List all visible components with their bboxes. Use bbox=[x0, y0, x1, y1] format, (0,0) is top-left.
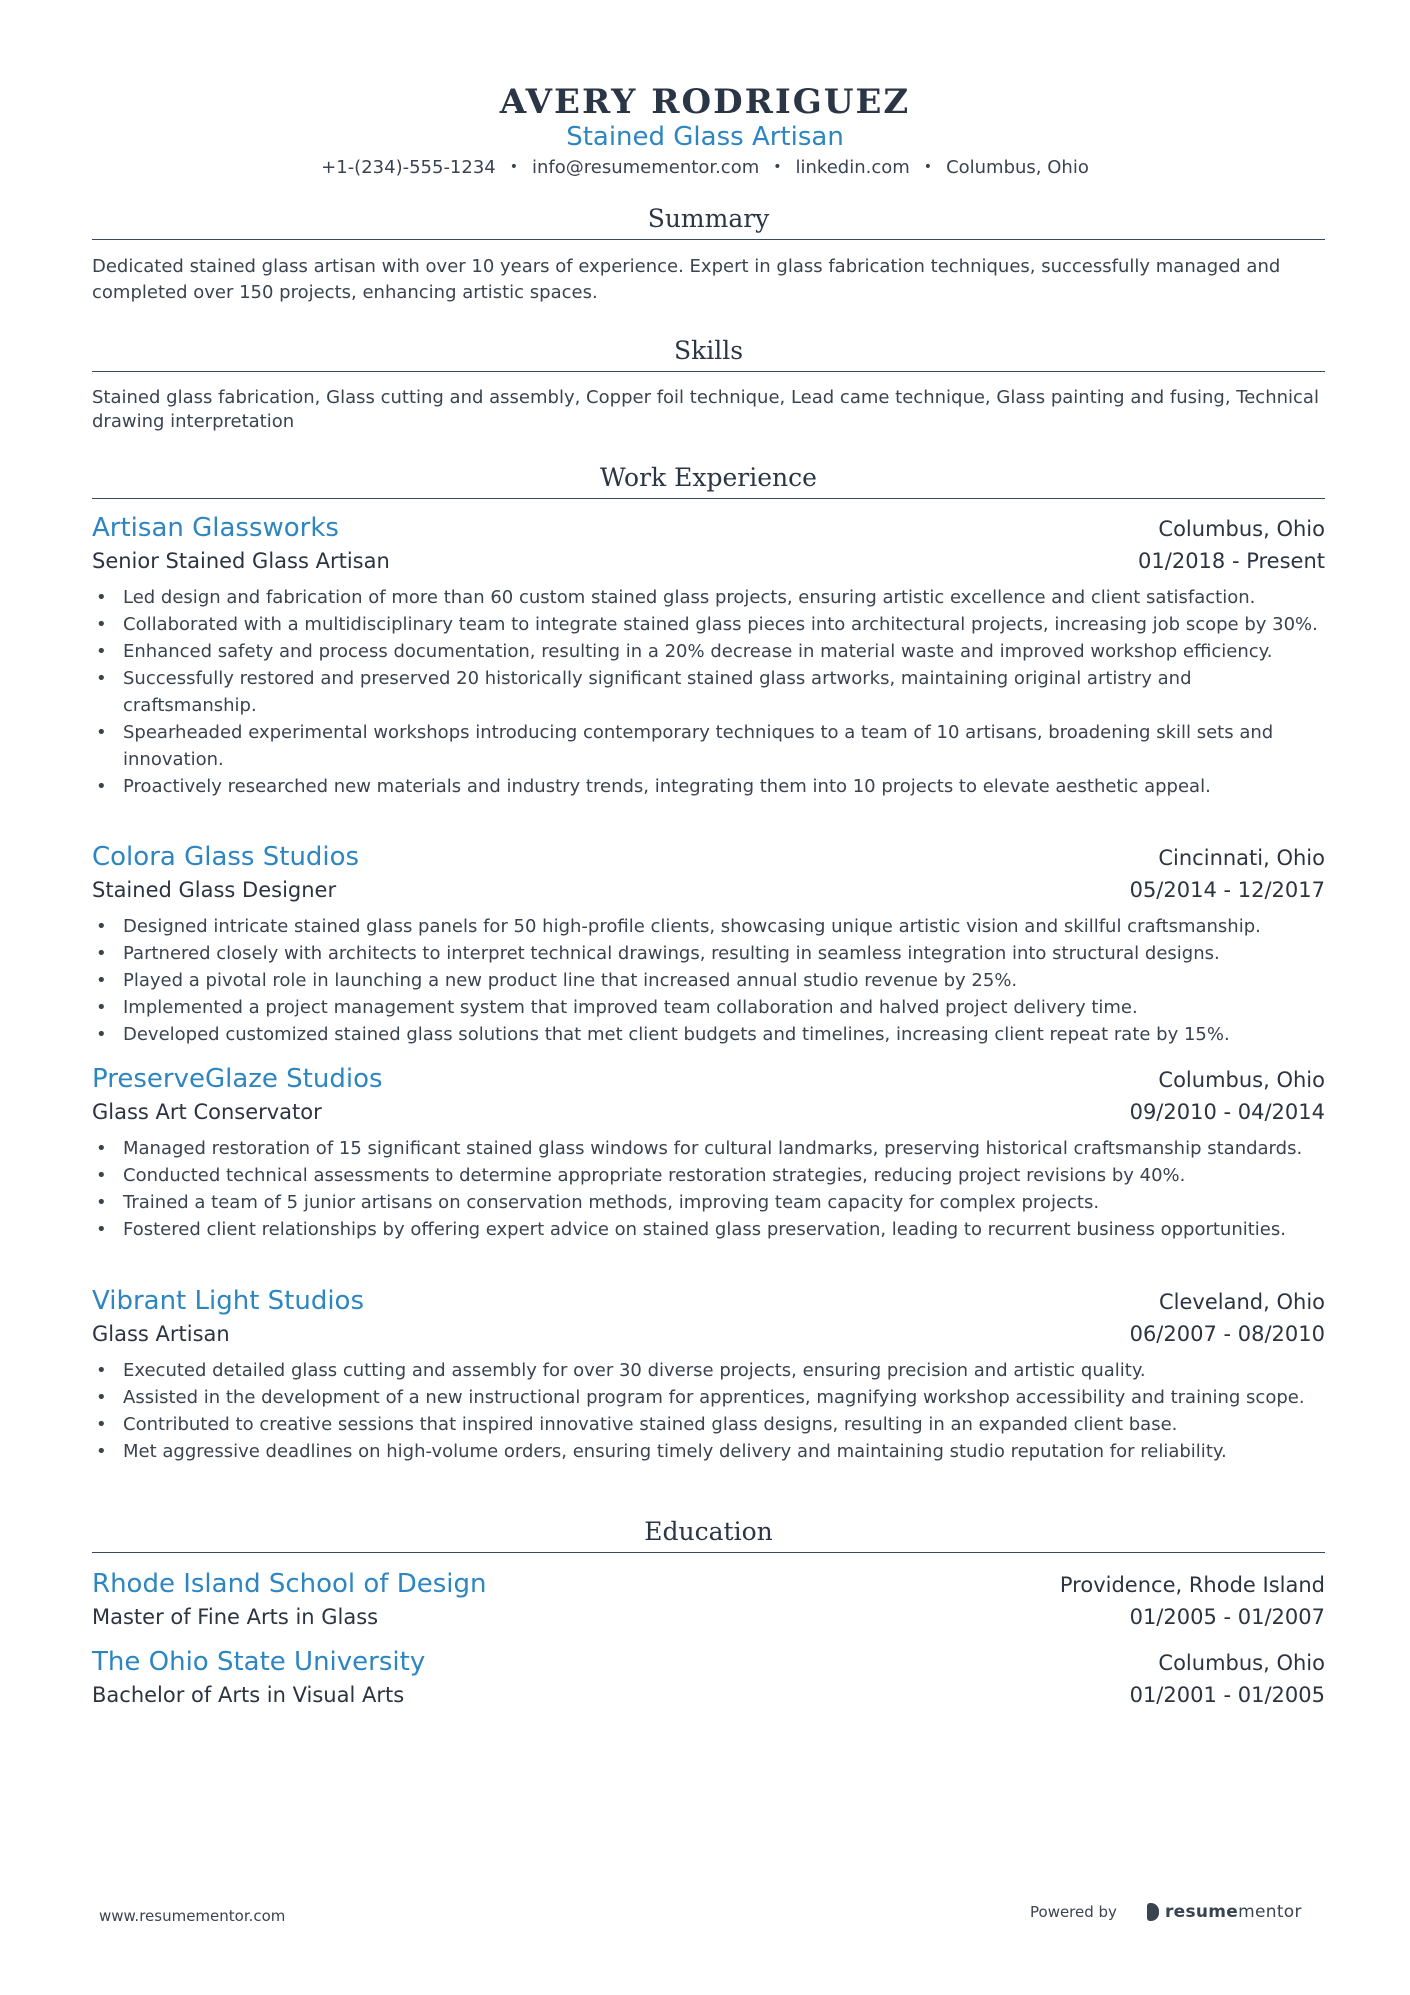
education-location: Providence, Rhode Island bbox=[1059, 1573, 1325, 1597]
summary-text: Dedicated stained glass artisan with over 10 years of experience. Expert in glass fabrication techniques, successfully managed and completed over 150 projects, enhancing artistic spaces. bbox=[92, 256, 1281, 303]
education-heading: Education bbox=[92, 1517, 1325, 1553]
experience-heading: Work Experience bbox=[92, 463, 1325, 499]
list-item: • Successfully restored and preserved 20 historically significant stained glass artworks, maintaining original artistry and craftsmanship. bbox=[92, 665, 1325, 719]
job-location: Cincinnati, Ohio bbox=[1158, 846, 1325, 870]
job-location: Cleveland, Ohio bbox=[1159, 1290, 1325, 1314]
resumementor-logo-icon bbox=[1147, 1903, 1159, 1921]
job-bullets bbox=[92, 584, 1325, 800]
footer-branding[interactable] bbox=[1030, 1902, 1302, 1922]
job-role: Glass Art Conservator bbox=[92, 1100, 322, 1124]
list-item: • Assisted in the development of a new instructional program for apprentices, magnifying workshop accessibility and training scope. bbox=[92, 1384, 1325, 1411]
candidate-title: Stained Glass Artisan bbox=[566, 122, 844, 152]
list-item: • Implemented a project management system that improved team collaboration and halved project delivery time. bbox=[92, 994, 1325, 1021]
list-item: • Executed detailed glass cutting and assembly for over 30 diverse projects, ensuring precision and artistic quality. bbox=[92, 1357, 1325, 1384]
brand-name-bold: resume bbox=[1164, 1902, 1239, 1922]
list-item: • Developed customized stained glass solutions that met client budgets and timelines, increasing client repeat rate by 15%. bbox=[92, 1021, 1325, 1048]
job-bullets bbox=[92, 913, 1325, 1048]
contact-separator: • bbox=[773, 159, 782, 175]
list-item: • Enhanced safety and process documentation, resulting in a 20% decrease in material waste and improved workshop efficiency. bbox=[92, 638, 1325, 665]
list-item: • Trained a team of 5 junior artisans on conservation methods, improving team capacity for complex projects. bbox=[92, 1189, 1325, 1216]
job-company: Vibrant Light Studios bbox=[92, 1286, 365, 1316]
job-bullets bbox=[92, 1135, 1325, 1243]
education-degree: Bachelor of Arts in Visual Arts bbox=[92, 1683, 405, 1707]
footer-website-link[interactable]: www.resumementor.com bbox=[99, 1907, 286, 1925]
contact-separator: • bbox=[923, 159, 933, 175]
list-item: • Collaborated with a multidisciplinary team to integrate stained glass pieces into architectural projects, increasing job scope by 30%. bbox=[92, 611, 1325, 638]
education-location: Columbus, Ohio bbox=[1158, 1651, 1325, 1675]
list-item: • Led design and fabrication of more than 60 custom stained glass projects, ensuring artistic excellence and client satisfaction. bbox=[92, 584, 1325, 611]
contact-phone: +1-(234)-555-1234 bbox=[321, 157, 496, 178]
list-item: • Contributed to creative sessions that inspired innovative stained glass designs, resulting in an expanded client base. bbox=[92, 1411, 1325, 1438]
list-item: • Proactively researched new materials and industry trends, integrating them into 10 projects to elevate aesthetic appeal. bbox=[92, 773, 1325, 800]
education-entry bbox=[92, 1569, 1325, 1629]
education-degree: Master of Fine Arts in Glass bbox=[92, 1605, 379, 1629]
brand-name-light: mentor bbox=[1238, 1902, 1302, 1922]
contact-separator: • bbox=[509, 159, 519, 175]
job-entry-header bbox=[92, 513, 1325, 573]
education-dates: 01/2001 - 01/2005 bbox=[1129, 1683, 1325, 1707]
job-entry-header bbox=[92, 842, 1325, 902]
list-item: • Played a pivotal role in launching a new product line that increased annual studio revenue by 25%. bbox=[92, 967, 1325, 994]
job-company: Colora Glass Studios bbox=[92, 842, 360, 872]
job-entry-header bbox=[92, 1064, 1325, 1124]
job-dates: 05/2014 - 12/2017 bbox=[1129, 878, 1325, 902]
job-dates: 09/2010 - 04/2014 bbox=[1129, 1100, 1325, 1124]
list-item: • Met aggressive deadlines on high-volume orders, ensuring timely delivery and maintaining studio reputation for reliability. bbox=[92, 1438, 1325, 1465]
job-location: Columbus, Ohio bbox=[1158, 1068, 1325, 1092]
job-company: PreserveGlaze Studios bbox=[92, 1064, 383, 1094]
list-item: • Designed intricate stained glass panels for 50 high-profile clients, showcasing unique artistic vision and skillful craftsmanship. bbox=[92, 913, 1325, 940]
education-dates: 01/2005 - 01/2007 bbox=[1129, 1605, 1325, 1629]
job-company: Artisan Glassworks bbox=[92, 513, 339, 543]
brand-name bbox=[1165, 1902, 1302, 1922]
powered-by-label: Powered by bbox=[1030, 1903, 1117, 1921]
contact-location: Columbus, Ohio bbox=[946, 157, 1089, 178]
job-bullets bbox=[92, 1357, 1325, 1465]
list-item: • Fostered client relationships by offering expert advice on stained glass preservation, leading to recurrent business opportunities. bbox=[92, 1216, 1325, 1243]
list-item: • Partnered closely with architects to interpret technical drawings, resulting in seamless integration into structural designs. bbox=[92, 940, 1325, 967]
job-dates: 06/2007 - 08/2010 bbox=[1129, 1322, 1325, 1346]
skills-text: Stained glass fabrication, Glass cutting and assembly, Copper foil technique, Lead came technique, Glass painting and fusing, Technical drawing interpretation bbox=[92, 387, 1319, 432]
summary-heading: Summary bbox=[92, 204, 1325, 240]
job-dates: 01/2018 - Present bbox=[1138, 549, 1325, 573]
list-item: • Managed restoration of 15 significant stained glass windows for cultural landmarks, preserving historical craftsmanship standards. bbox=[92, 1135, 1325, 1162]
job-entry-header bbox=[92, 1286, 1325, 1346]
education-school: Rhode Island School of Design bbox=[92, 1569, 487, 1599]
education-entry bbox=[92, 1647, 1325, 1707]
job-role: Stained Glass Designer bbox=[92, 878, 337, 902]
candidate-name: AVERY RODRIGUEZ bbox=[499, 82, 911, 122]
contact-email[interactable]: info@resumementor.com bbox=[532, 157, 760, 178]
job-role: Glass Artisan bbox=[92, 1322, 230, 1346]
job-location: Columbus, Ohio bbox=[1158, 517, 1325, 541]
education-school: The Ohio State University bbox=[92, 1647, 426, 1677]
contact-linkedin[interactable]: linkedin.com bbox=[795, 157, 910, 178]
list-item: • Conducted technical assessments to determine appropriate restoration strategies, reducing project revisions by 40%. bbox=[92, 1162, 1325, 1189]
contact-line bbox=[0, 157, 1410, 178]
skills-heading: Skills bbox=[92, 336, 1325, 372]
job-role: Senior Stained Glass Artisan bbox=[92, 549, 390, 573]
list-item: • Spearheaded experimental workshops introducing contemporary techniques to a team of 10 artisans, broadening skill sets and innovation. bbox=[92, 719, 1325, 773]
